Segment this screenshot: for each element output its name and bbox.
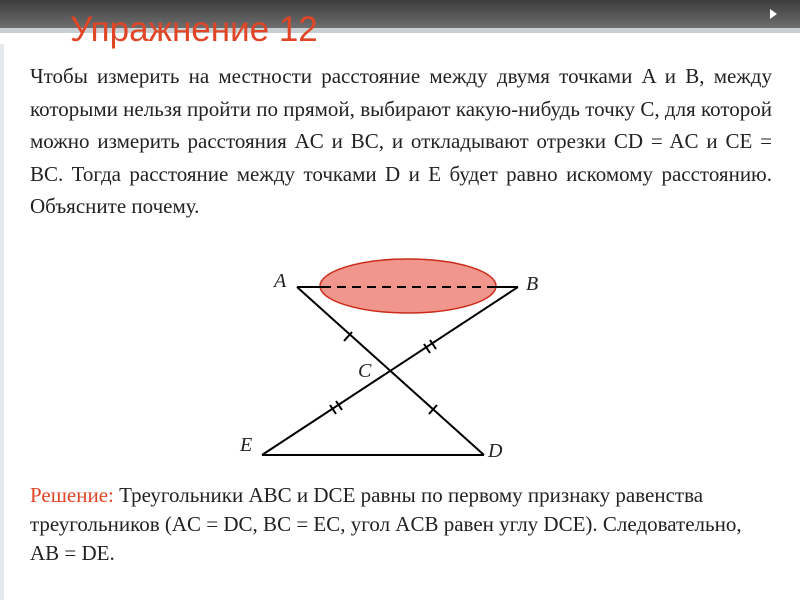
slide-title: Упражнение 12 — [70, 10, 318, 49]
solution-body: Треугольники ABC и DCE равны по первому признаку равенства треугольников (AC = DC, BC = EC, угол ACB равен углу DCE). Следовательно, AB = DE. — [30, 483, 742, 565]
solution-text — [30, 481, 772, 568]
label-point-c: C — [358, 360, 372, 382]
label-point-b: B — [526, 273, 539, 295]
solution-label: Решение: — [30, 483, 114, 507]
label-point-d: D — [488, 440, 503, 462]
label-point-a: A — [274, 270, 287, 292]
label-point-e: E — [240, 434, 253, 456]
obstacle-ellipse — [320, 259, 496, 313]
problem-text: Чтобы измерить на местности расстояние между двумя точками A и B, между которыми нельзя пройти по прямой, выбирают какую-нибудь точку C, для которой можно измерить расстояния AC и BC, и откладывают отрезки CD = AC и CE = BC. Тогда расстояние между точками D и E будет равно искомому расстоянию. Объясните почему. — [30, 64, 772, 218]
